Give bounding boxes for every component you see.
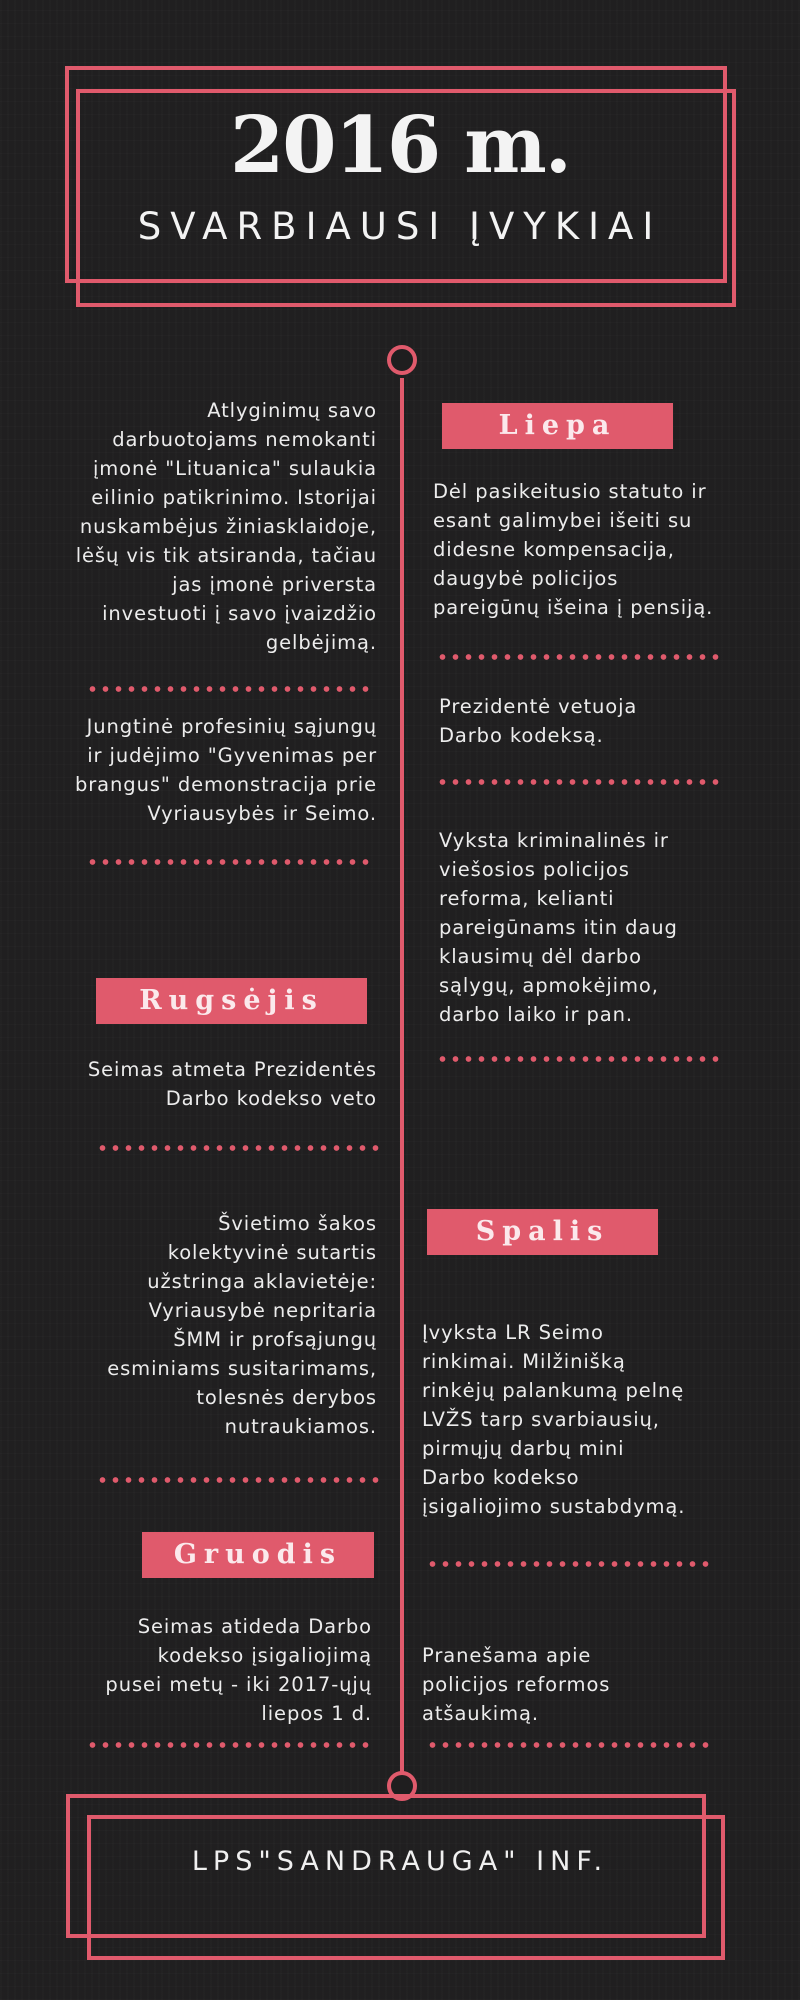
event-text-left-1: Atlyginimų savo darbuotojams nemokanti įmonė "Lituanica" sulaukia eilinio patikrinimo. Istorijai nuskambėjus žiniasklaidoje, lėšų vis tik atsiranda, tačiau jas įmonė priversta investuoti į savo įvaizdžio gelbėjimą. — [75, 399, 377, 654]
dotted-separator — [86, 1742, 372, 1748]
dotted-separator — [436, 1056, 722, 1062]
month-label-gruodis: Gruodis — [142, 1532, 374, 1578]
month-label-spalis: Spalis — [427, 1209, 658, 1255]
month-label-rugsejis: Rugsėjis — [96, 978, 367, 1024]
event-text-right-5: Pranešama apie policijos reformos atšaukimą. — [422, 1644, 611, 1725]
month-label-liepa: Liepa — [442, 403, 673, 449]
dotted-separator — [436, 779, 722, 785]
page-title: 2016 m. — [230, 100, 570, 191]
event-text-left-3: Seimas atmeta Prezidentės Darbo kodekso veto — [87, 1058, 377, 1110]
event-text-left-2: Jungtinė profesinių sąjungų ir judėjimo "Gyvenimas per brangus" demonstracija prie Vyriausybės ir Seimo. — [74, 715, 377, 825]
page-subtitle: SVARBIAUSI ĮVYKIAI — [137, 205, 663, 248]
dotted-separator — [426, 1561, 712, 1567]
event-text-right-4: Įvyksta LR Seimo rinkimai. Milžinišką rinkėjų palankumą pelnę LVŽS tarp svarbiausių, pirmųjų darbų mini Darbo kodekso įsigaliojimo sustabdymą. — [422, 1321, 686, 1518]
event-text-left-4: Švietimo šakos kolektyvinė sutartis užstringa aklavietėje: Vyriausybė nepritaria ŠMM ir profsąjungų esminiams susitarimams, tolesnės derybos nutraukiamos. — [107, 1212, 377, 1438]
timeline-line — [400, 378, 404, 1773]
dotted-separator — [86, 686, 372, 692]
event-text-right-2: Prezidentė vetuoja Darbo kodeksą. — [439, 695, 638, 747]
event-text-left-5: Seimas atideda Darbo kodekso įsigaliojimą pusei metų - iki 2017-ųjų liepos 1 d. — [105, 1615, 372, 1725]
dotted-separator — [96, 1145, 382, 1151]
event-text-right-3: Vyksta kriminalinės ir viešosios policijos reforma, kelianti pareigūnams itin daug klausimų dėl darbo sąlygų, apmokėjimo, darbo laiko ir pan. — [439, 829, 678, 1026]
dotted-separator — [426, 1742, 712, 1748]
footer-credit: LPS"SANDRAUGA" INF. — [191, 1846, 609, 1877]
dotted-separator — [436, 654, 722, 660]
footer-frame-front — [87, 1815, 725, 1960]
dotted-separator — [86, 859, 372, 865]
timeline-start-dot — [387, 345, 417, 375]
dotted-separator — [96, 1477, 382, 1483]
event-text-right-1: Dėl pasikeitusio statuto ir esant galimybei išeiti su didesne kompensacija, daugybė policijos pareigūnų išeina į pensiją. — [433, 480, 714, 619]
